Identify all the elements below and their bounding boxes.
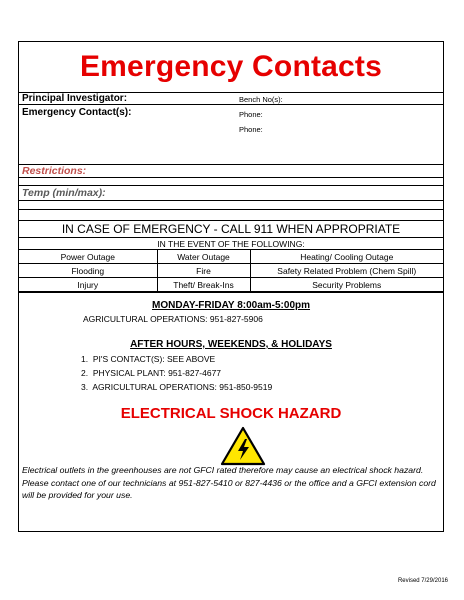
table-cell: Injury — [19, 278, 157, 292]
table-cell: Theft/ Break-Ins — [157, 278, 250, 292]
list-number: 2. — [81, 368, 89, 378]
table-cell: Fire — [157, 264, 250, 278]
table-cell: Power Outage — [19, 250, 157, 264]
table-cell: Heating/ Cooling Outage — [250, 250, 443, 264]
list-text: AGRICULTURAL OPERATIONS: 951-850-9519 — [92, 382, 273, 392]
contacts-block — [19, 93, 443, 165]
page-title: Emergency Contacts — [19, 42, 443, 93]
event-subheader: IN THE EVENT OF THE FOLLOWING: — [19, 238, 443, 250]
pi-label: Principal Investigator: — [22, 93, 128, 104]
emergency-contacts-form — [18, 41, 444, 532]
phone-label-2: Phone: — [239, 125, 263, 134]
electrical-hazard-icon — [220, 426, 266, 466]
list-number: 1. — [81, 354, 89, 364]
restrictions-blank-row — [19, 178, 443, 186]
list-number: 3. — [81, 382, 89, 392]
restrictions-label: Restrictions: — [22, 165, 87, 177]
table-cell: Safety Related Problem (Chem Spill) — [250, 264, 443, 278]
list-item — [81, 382, 272, 392]
list-item — [81, 354, 215, 364]
temp-row — [19, 186, 443, 201]
pi-row — [19, 93, 443, 105]
restrictions-row — [19, 165, 443, 178]
event-table — [19, 250, 443, 292]
revised-date: Revised 7/29/2016 — [397, 578, 448, 584]
spacer-row — [19, 210, 443, 221]
instructions-section — [19, 293, 443, 513]
table-row — [19, 278, 443, 292]
hazard-title: ELECTRICAL SHOCK HAZARD — [120, 405, 342, 422]
list-text: PI'S CONTACT(S): SEE ABOVE — [92, 354, 216, 364]
emergency-contact-label: Emergency Contact(s): — [22, 107, 132, 118]
list-text: PHYSICAL PLANT: 951-827-4677 — [92, 368, 222, 378]
event-table-wrap — [19, 250, 443, 293]
table-cell: Water Outage — [157, 250, 250, 264]
table-cell: Security Problems — [250, 278, 443, 292]
table-row — [19, 264, 443, 278]
hazard-paragraph: Electrical outlets in the greenhouses are not GFCI rated therefore may cause an electrical shock hazard. Please contact one of our technicians at 951-827-5410 or 827-4436 or the office and a GFCI extension cord will be provided for your use. — [22, 465, 436, 500]
bench-label: Bench No(s): — [239, 95, 283, 104]
table-row — [19, 250, 443, 264]
temp-label: Temp (min/max): — [22, 187, 106, 199]
emergency-banner: IN CASE OF EMERGENCY - CALL 911 WHEN APPROPRIATE — [19, 221, 443, 238]
weekday-heading: MONDAY-FRIDAY 8:00am-5:00pm — [151, 300, 311, 311]
phone-label-1: Phone: — [239, 110, 263, 119]
temp-blank-row — [19, 201, 443, 210]
table-cell: Flooding — [19, 264, 157, 278]
after-hours-heading: AFTER HOURS, WEEKENDS, & HOLIDAYS — [130, 339, 332, 350]
list-item — [81, 368, 221, 378]
weekday-line: AGRICULTURAL OPERATIONS: 951-827-5906 — [83, 314, 263, 324]
